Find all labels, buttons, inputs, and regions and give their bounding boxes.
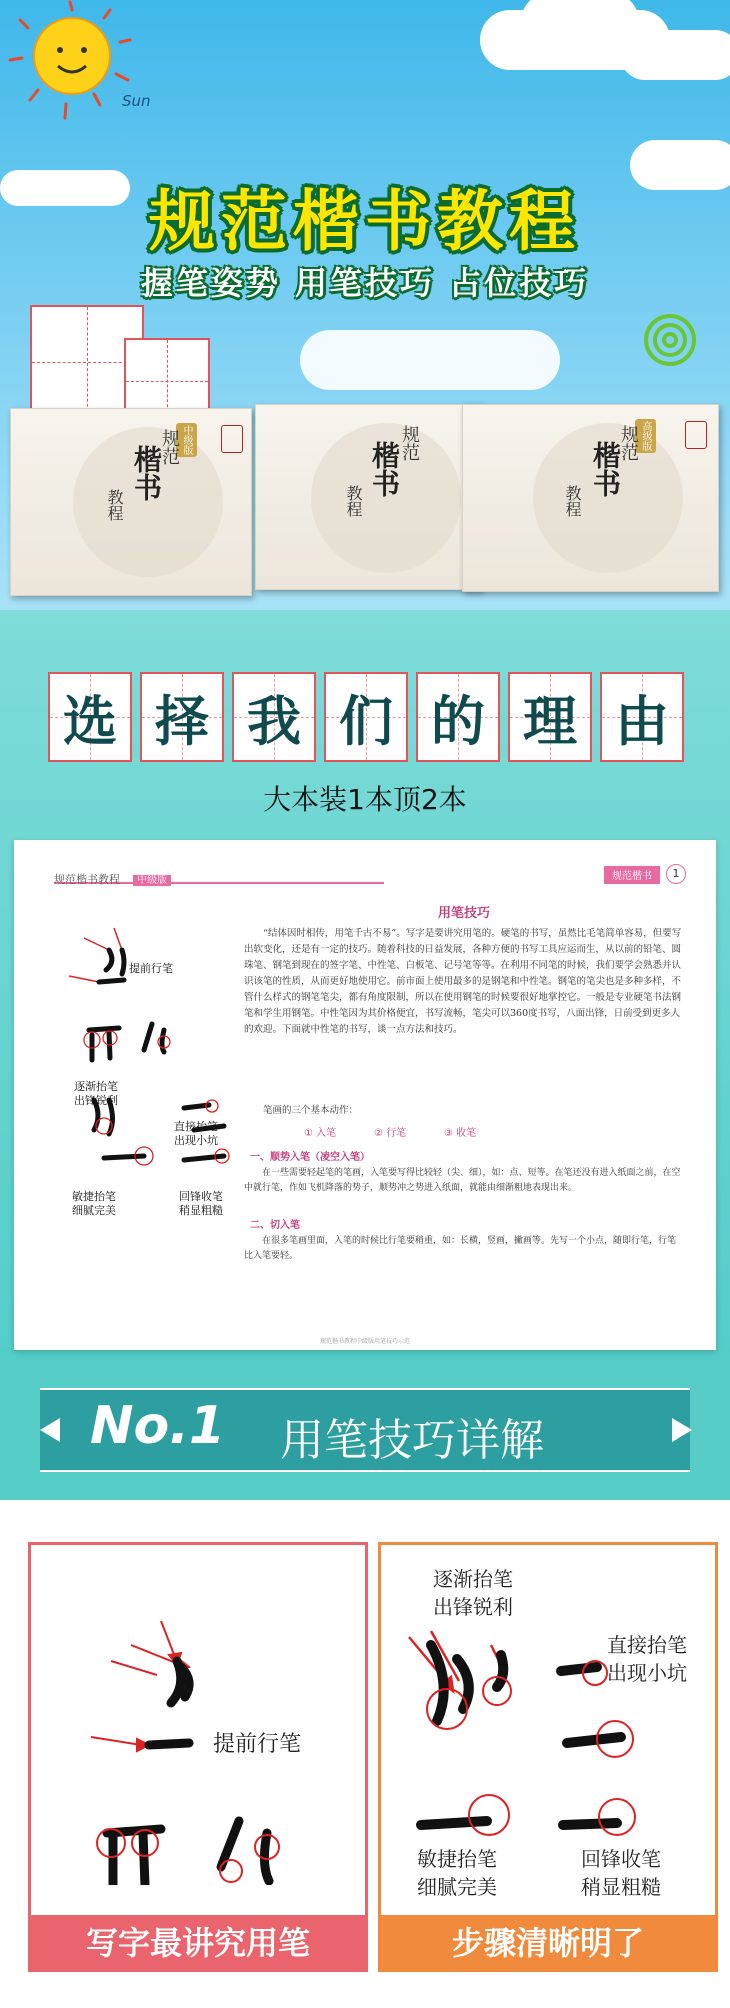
arrow-left-icon bbox=[38, 1416, 62, 1444]
no1-badge: No.1 bbox=[90, 1396, 226, 1456]
page-header-right: 规范楷书 bbox=[604, 866, 660, 884]
illus-label: 直接抬笔 出现小坑 bbox=[174, 1120, 218, 1147]
title-char-box: 我 bbox=[232, 672, 316, 762]
panel-caption: 写字最讲究用笔 bbox=[31, 1915, 365, 1971]
stroke-label: 敏捷抬笔 细腻完美 bbox=[417, 1847, 497, 1899]
illus-label: 回锋收笔 稍显粗糙 bbox=[179, 1190, 223, 1217]
stroke-label: 逐渐抬笔 出锋锐利 bbox=[433, 1567, 513, 1619]
panel-caption: 步骤清晰明了 bbox=[381, 1915, 715, 1971]
section-heading: 二、切入笔 bbox=[250, 1220, 300, 1231]
book-cover: 中级版 规范 楷书 教程 bbox=[10, 408, 252, 596]
page-title: 用笔技巧 bbox=[437, 906, 490, 921]
no1-title: 用笔技巧详解 bbox=[280, 1415, 544, 1466]
why-subtitle: 大本装1本顶2本 bbox=[263, 783, 467, 816]
panel-right bbox=[378, 1542, 718, 1972]
arrow-right-icon bbox=[670, 1416, 694, 1444]
sun-icon bbox=[0, 0, 200, 140]
cloud bbox=[300, 330, 560, 390]
illus-label: 逐渐抬笔 出锋锐利 bbox=[74, 1080, 118, 1107]
page-footer: 规范楷书教程中级版用笔技巧示范 bbox=[319, 1338, 410, 1345]
title-char-box: 选 bbox=[48, 672, 132, 762]
illus-label: 提前行笔 bbox=[129, 962, 173, 975]
title-char-box: 的 bbox=[416, 672, 500, 762]
hero-banner bbox=[0, 0, 730, 610]
no1-section bbox=[0, 1360, 730, 1500]
stroke-diagram bbox=[391, 1625, 711, 1855]
action-item: ② 行笔 bbox=[374, 1128, 407, 1139]
stroke-label: 回锋收笔 稍显粗糙 bbox=[581, 1847, 661, 1899]
illus-label: 敏捷抬笔 细腻完美 bbox=[72, 1190, 116, 1217]
page-paragraph: 笔画的三个基本动作： bbox=[263, 1105, 359, 1116]
stroke-label: 提前行笔 bbox=[213, 1732, 302, 1757]
spiral-icon bbox=[640, 310, 700, 370]
title-char-box: 择 bbox=[140, 672, 224, 762]
panel-left bbox=[28, 1542, 368, 1972]
title-char-box: 由 bbox=[600, 672, 684, 762]
book-cover: 高级版 规范 楷书 教程 bbox=[462, 404, 719, 592]
page-header-left: 规范楷书教程 中级版 bbox=[54, 868, 384, 884]
why-section bbox=[0, 610, 730, 1360]
hero-subtitle: 握笔姿势 用笔技巧 占位技巧 bbox=[140, 264, 590, 302]
sun-label: Sun bbox=[122, 92, 151, 110]
action-item: ③ 收笔 bbox=[444, 1128, 477, 1139]
action-item: ① 入笔 bbox=[304, 1128, 337, 1139]
page-paragraph: “结体因时相传，用笔千古不易”。写字是要讲究用笔的。硬笔的书写，虽然比毛笔简单容易，但要写出软变化，还是有一定的技巧。随着科技的日益发展，各种方便的书写工具应运而生，从以前的铅笔、圆珠笔、钢笔到现在的签字笔、中性笔、白板笔、记号笔等等。在利用不同笔的时候，我们要学会熟悉并认识该笔的性质，从而更好地使用它。前市面上使用最多的是钢笔和中性笔。钢笔的笔尖也是多种多样，不管什么样式的钢笔笔尖，都有角度限制，所以在使用钢笔的时候要很好地掌控它。一般是专业硬笔书法钢笔和学生用钢笔。中性笔因为其价格便宜，书写流畅，笔尖可以360度书写，八面出锋，日前受到更多人的欢迎。下面就中性笔的书写，谈一点方法和技巧。 bbox=[244, 928, 682, 1035]
book-page-preview bbox=[14, 840, 716, 1350]
stroke-label: 直接抬笔 出现小坑 bbox=[607, 1633, 687, 1685]
hero-title: 规范楷书教程 bbox=[149, 183, 581, 260]
page-number: 1 bbox=[666, 864, 686, 884]
book-cover: 规范 楷书 教程 bbox=[255, 404, 482, 590]
title-char-box: 理 bbox=[508, 672, 592, 762]
cloud bbox=[620, 30, 730, 80]
section-heading: 一、顺势入笔（凌空入笔） bbox=[250, 1152, 370, 1163]
title-char-box: 们 bbox=[324, 672, 408, 762]
no1-banner bbox=[40, 1388, 690, 1472]
page-paragraph: 在一些需要轻起笔的笔画，入笔要写得比较轻（尖、细），如：点、短等。在笔还没有进入纸面之前，在空中就行笔，作如飞机降落的势子，顺势冲之势进入纸面，就能由细渐粗地表现出来。 bbox=[244, 1168, 681, 1193]
page-paragraph: 在很多笔画里面，入笔的时候比行笔要稍重，如：长横，竖画，撇画等。先写一个小点，随即行笔，行笔比入笔要轻。 bbox=[244, 1236, 677, 1261]
